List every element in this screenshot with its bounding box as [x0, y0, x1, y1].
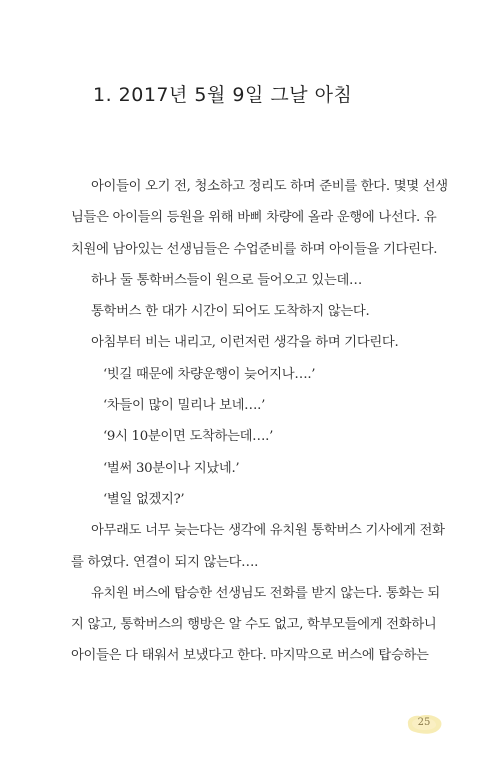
paragraph-line: 를 하였다. 연결이 되지 않는다…. — [71, 554, 259, 570]
paragraph-line: 유치원 버스에 탑승한 선생님도 전화를 받지 않는다. 통화는 되 — [91, 585, 440, 601]
chapter-title: 1. 2017년 5월 9일 그날 아침 — [93, 84, 353, 106]
paragraph-line: 아이들은 다 태워서 보냈다고 한다. 마지막으로 버스에 탑승하는 — [71, 648, 429, 664]
thought-line: ‘9시 10분이면 도착하는데….’ — [103, 429, 274, 445]
thought-line: ‘벌써 30분이나 지났네.’ — [103, 460, 240, 476]
paragraph-line: 님들은 아이들의 등원을 위해 바삐 차량에 올라 운행에 나선다. 유 — [71, 210, 437, 226]
paragraph-line: 통학버스 한 대가 시간이 되어도 도착하지 않는다. — [91, 304, 370, 320]
paragraph-line: 치원에 남아있는 선생님들은 수업준비를 하며 아이들을 기다린다. — [71, 241, 438, 257]
paragraph-line: 아침부터 비는 내리고, 이런저런 생각을 하며 기다린다. — [91, 335, 399, 351]
paragraph-line: 지 않고, 통학버스의 행방은 알 수도 없고, 학부모들에게 전화하니 — [71, 617, 437, 633]
paragraph-line: 아이들이 오기 전, 청소하고 정리도 하며 준비를 한다. 몇몇 선생 — [91, 179, 448, 194]
page-number: 25 — [417, 717, 431, 728]
thought-line: ‘차들이 많이 밀리나 보네….’ — [103, 398, 266, 414]
body-text — [71, 171, 448, 672]
page-number-badge — [404, 710, 444, 738]
thought-line: ‘별일 없겠지?’ — [103, 491, 185, 507]
paragraph-line: 하나 둘 통학버스들이 원으로 들어오고 있는데… — [91, 272, 362, 288]
paragraph-line: 아무래도 너무 늦는다는 생각에 유치원 통학버스 기사에게 전화 — [91, 523, 445, 539]
thought-line: ‘빗길 때문에 차량운행이 늦어지나….’ — [103, 366, 316, 382]
